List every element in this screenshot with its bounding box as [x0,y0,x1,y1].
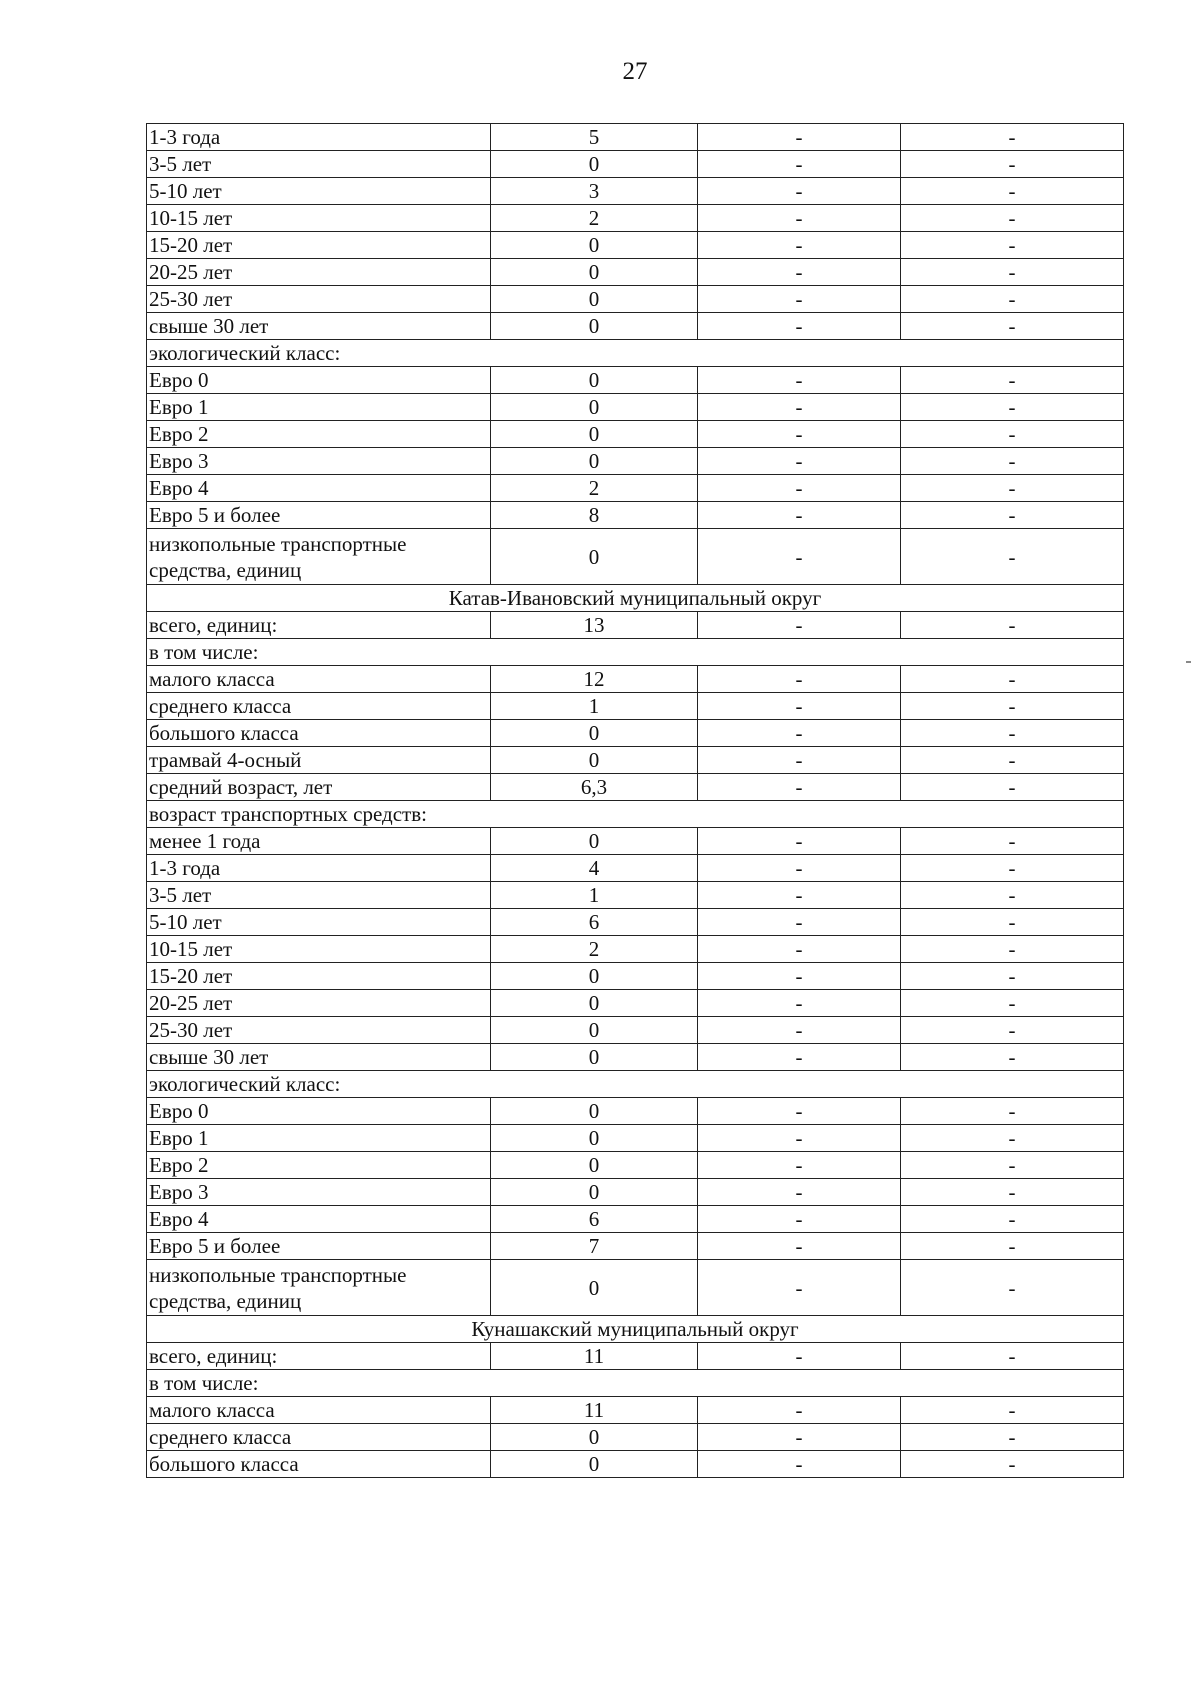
dash-cell: - [698,747,901,774]
dash-cell: - [901,367,1124,394]
row-label: экологический класс: [147,340,1124,367]
dash-cell: - [901,502,1124,529]
value-cell: 6,3 [491,774,698,801]
dash-cell: - [901,529,1124,585]
dash-cell: - [901,882,1124,909]
row-label: 10-15 лет [147,205,491,232]
table-row [147,1098,1124,1125]
dash-cell: - [901,394,1124,421]
dash-cell: - [698,828,901,855]
table-row [147,666,1124,693]
row-label: 3-5 лет [147,151,491,178]
table-row [147,1017,1124,1044]
dash-cell: - [698,1397,901,1424]
row-label: малого класса [147,666,491,693]
dash-cell: - [901,205,1124,232]
row-label: Евро 0 [147,1098,491,1125]
value-cell: 0 [491,1260,698,1316]
value-cell: 0 [491,1152,698,1179]
dash-cell: - [698,1233,901,1260]
table-row [147,286,1124,313]
value-cell: 12 [491,666,698,693]
dash-cell: - [901,1152,1124,1179]
dash-cell: - [698,1017,901,1044]
dash-cell: - [901,1125,1124,1152]
dash-cell: - [698,666,901,693]
row-label: средний возраст, лет [147,774,491,801]
row-label: свыше 30 лет [147,313,491,340]
dash-cell: - [698,205,901,232]
dash-cell: - [698,1424,901,1451]
section-header-row [147,1316,1124,1343]
table-row [147,205,1124,232]
value-cell: 2 [491,936,698,963]
row-label: 25-30 лет [147,286,491,313]
row-label: Евро 0 [147,367,491,394]
dash-cell: - [901,666,1124,693]
table-row [147,1071,1124,1098]
dash-cell: - [698,286,901,313]
value-cell: 0 [491,286,698,313]
table-row [147,1370,1124,1397]
table-row [147,529,1124,585]
dash-cell: - [901,1343,1124,1370]
dash-cell: - [901,1424,1124,1451]
table-row [147,340,1124,367]
row-label: низкопольные транспортные средства, единиц [147,1260,491,1316]
table-row [147,1179,1124,1206]
table-row [147,774,1124,801]
row-label: малого класса [147,1397,491,1424]
value-cell: 3 [491,178,698,205]
table-row [147,151,1124,178]
dash-cell: - [901,990,1124,1017]
value-cell: 0 [491,1179,698,1206]
value-cell: 1 [491,882,698,909]
dash-cell: - [698,693,901,720]
row-label: 5-10 лет [147,909,491,936]
dash-cell: - [698,394,901,421]
row-label: низкопольные транспортные средства, единиц [147,529,491,585]
value-cell: 11 [491,1397,698,1424]
section-header-row [147,585,1124,612]
row-label: большого класса [147,720,491,747]
table-row [147,720,1124,747]
dash-cell: - [901,747,1124,774]
dash-cell: - [698,367,901,394]
dash-cell: - [901,178,1124,205]
value-cell: 0 [491,1451,698,1478]
dash-cell: - [901,313,1124,340]
table-row [147,124,1124,151]
vehicle-statistics-table [146,123,1124,1478]
row-label: среднего класса [147,1424,491,1451]
row-label: экологический класс: [147,1071,1124,1098]
row-label: Евро 1 [147,394,491,421]
table-row [147,801,1124,828]
dash-cell: - [698,502,901,529]
value-cell: 0 [491,1017,698,1044]
dash-cell: - [698,882,901,909]
dash-cell: - [901,720,1124,747]
value-cell: 4 [491,855,698,882]
dash-cell: - [698,936,901,963]
dash-cell: - [901,448,1124,475]
table-row [147,1152,1124,1179]
dash-cell: - [901,1206,1124,1233]
dash-cell: - [698,313,901,340]
dash-cell: - [698,475,901,502]
value-cell: 13 [491,612,698,639]
table-row [147,394,1124,421]
row-label: 25-30 лет [147,1017,491,1044]
dash-cell: - [901,909,1124,936]
dash-cell: - [698,720,901,747]
table-row [147,1233,1124,1260]
table-row [147,936,1124,963]
page-number: 27 [622,58,648,85]
value-cell: 0 [491,720,698,747]
table-body [147,124,1124,1478]
dash-cell: - [901,828,1124,855]
row-label: возраст транспортных средств: [147,801,1124,828]
dash-cell: - [901,1397,1124,1424]
dash-cell: - [698,448,901,475]
dash-cell: - [698,909,901,936]
table-row [147,747,1124,774]
table-row [147,502,1124,529]
row-label: 15-20 лет [147,232,491,259]
table-row [147,963,1124,990]
dash-cell: - [698,1260,901,1316]
value-cell: 0 [491,151,698,178]
row-label: Евро 4 [147,1206,491,1233]
dash-cell: - [901,1260,1124,1316]
table-row [147,475,1124,502]
row-label: трамвай 4-осный [147,747,491,774]
dash-cell: - [901,259,1124,286]
value-cell: 2 [491,475,698,502]
dash-cell: - [698,124,901,151]
row-label: Евро 1 [147,1125,491,1152]
dash-cell: - [698,963,901,990]
row-label: 1-3 года [147,124,491,151]
table-row [147,313,1124,340]
table-row [147,909,1124,936]
value-cell: 5 [491,124,698,151]
row-label: Евро 2 [147,421,491,448]
value-cell: 0 [491,1044,698,1071]
dash-cell: - [698,990,901,1017]
dash-cell: - [901,936,1124,963]
dash-cell: - [698,1206,901,1233]
dash-cell: - [698,178,901,205]
dash-cell: - [901,693,1124,720]
value-cell: 0 [491,1098,698,1125]
table-row [147,639,1124,666]
row-label: Евро 4 [147,475,491,502]
row-label: в том числе: [147,639,1124,666]
table-row [147,855,1124,882]
table-row [147,828,1124,855]
table-row [147,990,1124,1017]
dash-cell: - [901,612,1124,639]
table-row [147,1260,1124,1316]
value-cell: 0 [491,529,698,585]
table-row [147,882,1124,909]
table-row [147,1044,1124,1071]
value-cell: 0 [491,990,698,1017]
row-label: Евро 5 и более [147,502,491,529]
row-label: большого класса [147,1451,491,1478]
row-label: среднего класса [147,693,491,720]
dash-cell: - [901,124,1124,151]
row-label: 5-10 лет [147,178,491,205]
table-row [147,259,1124,286]
row-label: менее 1 года [147,828,491,855]
value-cell: 0 [491,448,698,475]
table-row [147,1125,1124,1152]
dash-cell: - [901,1044,1124,1071]
table-row [147,367,1124,394]
table-row [147,693,1124,720]
section-title: Катав-Ивановский муниципальный округ [147,585,1124,612]
dash-cell: - [901,1098,1124,1125]
value-cell: 0 [491,259,698,286]
dash-cell: - [698,1451,901,1478]
value-cell: 2 [491,205,698,232]
dash-cell: - [698,1044,901,1071]
dash-cell: - [698,855,901,882]
dash-cell: - [698,529,901,585]
value-cell: 7 [491,1233,698,1260]
dash-cell: - [901,475,1124,502]
table-row [147,1397,1124,1424]
row-label: всего, единиц: [147,1343,491,1370]
value-cell: 0 [491,828,698,855]
value-cell: 0 [491,1424,698,1451]
row-label: 1-3 года [147,855,491,882]
dash-cell: - [698,1098,901,1125]
value-cell: 0 [491,232,698,259]
dash-cell: - [698,612,901,639]
table-row [147,232,1124,259]
value-cell: 8 [491,502,698,529]
table-row [147,1424,1124,1451]
value-cell: 0 [491,747,698,774]
table-row [147,1451,1124,1478]
value-cell: 0 [491,394,698,421]
row-label: 20-25 лет [147,259,491,286]
dash-cell: - [901,1451,1124,1478]
row-label: Евро 3 [147,448,491,475]
dash-cell: - [698,232,901,259]
table-row [147,612,1124,639]
table-row [147,1343,1124,1370]
row-label: в том числе: [147,1370,1124,1397]
dash-cell: - [901,963,1124,990]
value-cell: 1 [491,693,698,720]
value-cell: 0 [491,421,698,448]
dash-cell: - [698,151,901,178]
table-row [147,448,1124,475]
dash-cell: - [901,421,1124,448]
row-label: Евро 2 [147,1152,491,1179]
dash-cell: - [901,1179,1124,1206]
dash-cell: - [901,232,1124,259]
dash-cell: - [901,1017,1124,1044]
row-label: 20-25 лет [147,990,491,1017]
dash-cell: - [901,151,1124,178]
value-cell: 0 [491,1125,698,1152]
row-label: свыше 30 лет [147,1044,491,1071]
value-cell: 6 [491,909,698,936]
row-label: 10-15 лет [147,936,491,963]
dash-cell: - [901,855,1124,882]
table-row [147,421,1124,448]
dash-cell: - [698,1152,901,1179]
value-cell: 0 [491,963,698,990]
row-label: Евро 5 и более [147,1233,491,1260]
dash-cell: - [698,421,901,448]
row-label: Евро 3 [147,1179,491,1206]
dash-cell: - [698,1179,901,1206]
value-cell: 0 [491,367,698,394]
value-cell: 11 [491,1343,698,1370]
row-label: 3-5 лет [147,882,491,909]
value-cell: 0 [491,313,698,340]
dash-cell: - [901,774,1124,801]
dash-cell: - [698,1343,901,1370]
table-row [147,178,1124,205]
dash-cell: - [698,774,901,801]
row-label: 15-20 лет [147,963,491,990]
row-label: всего, единиц: [147,612,491,639]
scan-mark [1186,661,1191,663]
dash-cell: - [901,1233,1124,1260]
section-title: Кунашакский муниципальный округ [147,1316,1124,1343]
dash-cell: - [698,259,901,286]
dash-cell: - [698,1125,901,1152]
value-cell: 6 [491,1206,698,1233]
dash-cell: - [901,286,1124,313]
table-row [147,1206,1124,1233]
